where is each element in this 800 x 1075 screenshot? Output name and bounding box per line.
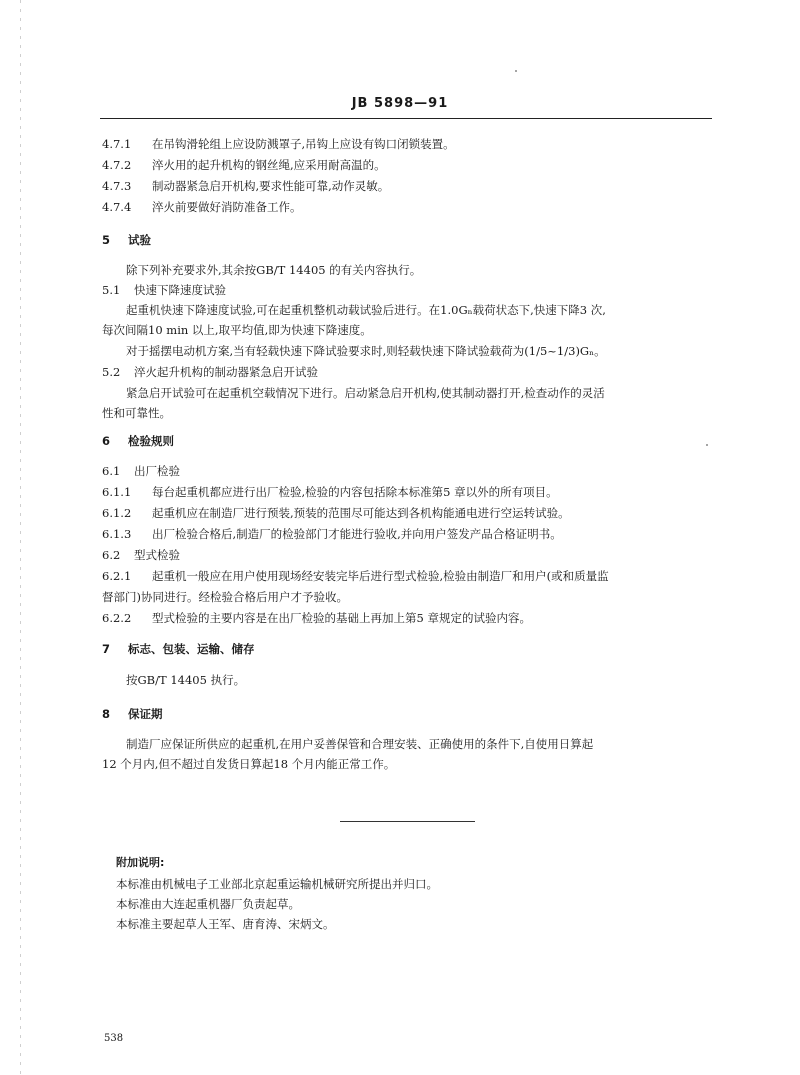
section-8-para1: 制造厂应保证所供应的起重机,在用户妥善保管和合理安装、正确使用的条件下,自使用日算起 xyxy=(126,737,594,751)
section-title: 检验规则 xyxy=(128,434,174,448)
section-6-heading xyxy=(102,433,174,449)
clause-6-2-heading xyxy=(102,547,180,563)
clause-number: 4.7.1 xyxy=(102,137,132,151)
clause-number: 6.1.2 xyxy=(102,506,132,520)
section-number: 6 xyxy=(102,434,111,448)
clause-number: 6.2.1 xyxy=(102,569,132,583)
clause-6-1-2 xyxy=(102,505,570,521)
section-7-heading xyxy=(102,641,255,657)
end-separator xyxy=(340,821,475,822)
notes-line-2: 本标准由大连起重机器厂负责起草。 xyxy=(116,897,300,911)
section-title: 标志、包装、运输、储存 xyxy=(128,642,255,656)
section-title: 保证期 xyxy=(128,707,163,721)
clause-text: 每台起重机都应进行出厂检验,检验的内容包括除本标准第5 章以外的所有项目。 xyxy=(152,485,558,499)
clause-title: 出厂检验 xyxy=(134,464,180,478)
clause-number: 4.7.3 xyxy=(102,179,132,193)
clause-title: 淬火起升机构的制动器紧急启开试验 xyxy=(134,365,318,379)
clause-5-1-para1-cont: 每次间隔10 min 以上,取平均值,即为快速下降速度。 xyxy=(102,323,372,337)
clause-text: 起重机应在制造厂进行预装,预装的范围尽可能达到各机构能通电进行空运转试验。 xyxy=(152,506,570,520)
clause-number: 5.2 xyxy=(102,365,121,379)
scan-speck xyxy=(706,444,708,446)
clause-6-1-1 xyxy=(102,484,558,500)
page-number: 538 xyxy=(104,1033,124,1044)
scan-speck xyxy=(515,70,517,72)
clause-text: 型式检验的主要内容是在出厂检验的基础上再加上第5 章规定的试验内容。 xyxy=(152,611,531,625)
section-number: 7 xyxy=(102,642,111,656)
section-5-heading xyxy=(102,232,151,248)
section-title: 试验 xyxy=(128,233,151,247)
clause-4-7-1 xyxy=(102,136,455,152)
clause-4-7-2 xyxy=(102,157,386,173)
clause-number: 6.2 xyxy=(102,548,121,562)
clause-title: 型式检验 xyxy=(134,548,180,562)
clause-text: 在吊钩滑轮组上应设防溅罩子,吊钩上应设有钩口闭锁装置。 xyxy=(152,137,455,151)
notes-line-3: 本标准主要起草人王军、唐育涛、宋炳文。 xyxy=(116,917,335,931)
clause-6-2-1-cont: 督部门)协同进行。经检验合格后用户才予验收。 xyxy=(102,590,348,604)
clause-5-1-para2: 对于摇摆电动机方案,当有轻载快速下降试验要求时,则轻载快速下降试验载荷为(1/5~1/3)Gₙ。 xyxy=(126,344,606,358)
header-rule xyxy=(100,118,712,119)
notes-title: 附加说明: xyxy=(116,856,165,869)
section-5-intro: 除下列补充要求外,其余按GB/T 14405 的有关内容执行。 xyxy=(126,263,422,277)
clause-6-1-heading xyxy=(102,463,180,479)
clause-6-1-3 xyxy=(102,526,562,542)
section-8-heading xyxy=(102,706,163,722)
clause-number: 6.1 xyxy=(102,464,121,478)
clause-5-1-heading xyxy=(102,282,226,298)
clause-5-2-heading xyxy=(102,364,318,380)
section-8-para1-cont: 12 个月内,但不超过自发货日算起18 个月内能正常工作。 xyxy=(102,757,396,771)
clause-text: 起重机一般应在用户使用现场经安装完毕后进行型式检验,检验由制造厂和用户(或和质量监 xyxy=(152,569,609,583)
clause-number: 6.1.1 xyxy=(102,485,132,499)
section-7-text: 按GB/T 14405 执行。 xyxy=(126,673,246,687)
clause-5-2-para1: 紧急启开试验可在起重机空载情况下进行。启动紧急启开机构,使其制动器打开,检查动作的灵活 xyxy=(126,386,605,400)
clause-text: 制动器紧急启开机构,要求性能可靠,动作灵敏。 xyxy=(152,179,390,193)
clause-4-7-4 xyxy=(102,199,302,215)
clause-5-1-para1: 起重机快速下降速度试验,可在起重机整机动载试验后进行。在1.0Gₙ载荷状态下,快速下降3 次, xyxy=(126,303,606,317)
clause-text: 淬火用的起升机构的钢丝绳,应采用耐高温的。 xyxy=(152,158,386,172)
clause-text: 淬火前要做好消防准备工作。 xyxy=(152,200,302,214)
notes-line-1: 本标准由机械电子工业部北京起重运输机械研究所提出并归口。 xyxy=(116,877,438,891)
section-number: 5 xyxy=(102,233,111,247)
clause-number: 4.7.4 xyxy=(102,200,132,214)
clause-number: 4.7.2 xyxy=(102,158,132,172)
clause-text: 出厂检验合格后,制造厂的检验部门才能进行验收,并向用户签发产品合格证明书。 xyxy=(152,527,562,541)
clause-6-2-2 xyxy=(102,610,531,626)
clause-number: 5.1 xyxy=(102,283,121,297)
clause-5-2-para1-cont: 性和可靠性。 xyxy=(102,406,171,420)
section-number: 8 xyxy=(102,707,111,721)
clause-number: 6.2.2 xyxy=(102,611,132,625)
page-header: JB 5898—91 xyxy=(351,96,449,111)
binding-margin xyxy=(20,0,21,1075)
clause-4-7-3 xyxy=(102,178,389,194)
clause-6-2-1 xyxy=(102,568,609,584)
clause-title: 快速下降速度试验 xyxy=(134,283,226,297)
clause-number: 6.1.3 xyxy=(102,527,132,541)
